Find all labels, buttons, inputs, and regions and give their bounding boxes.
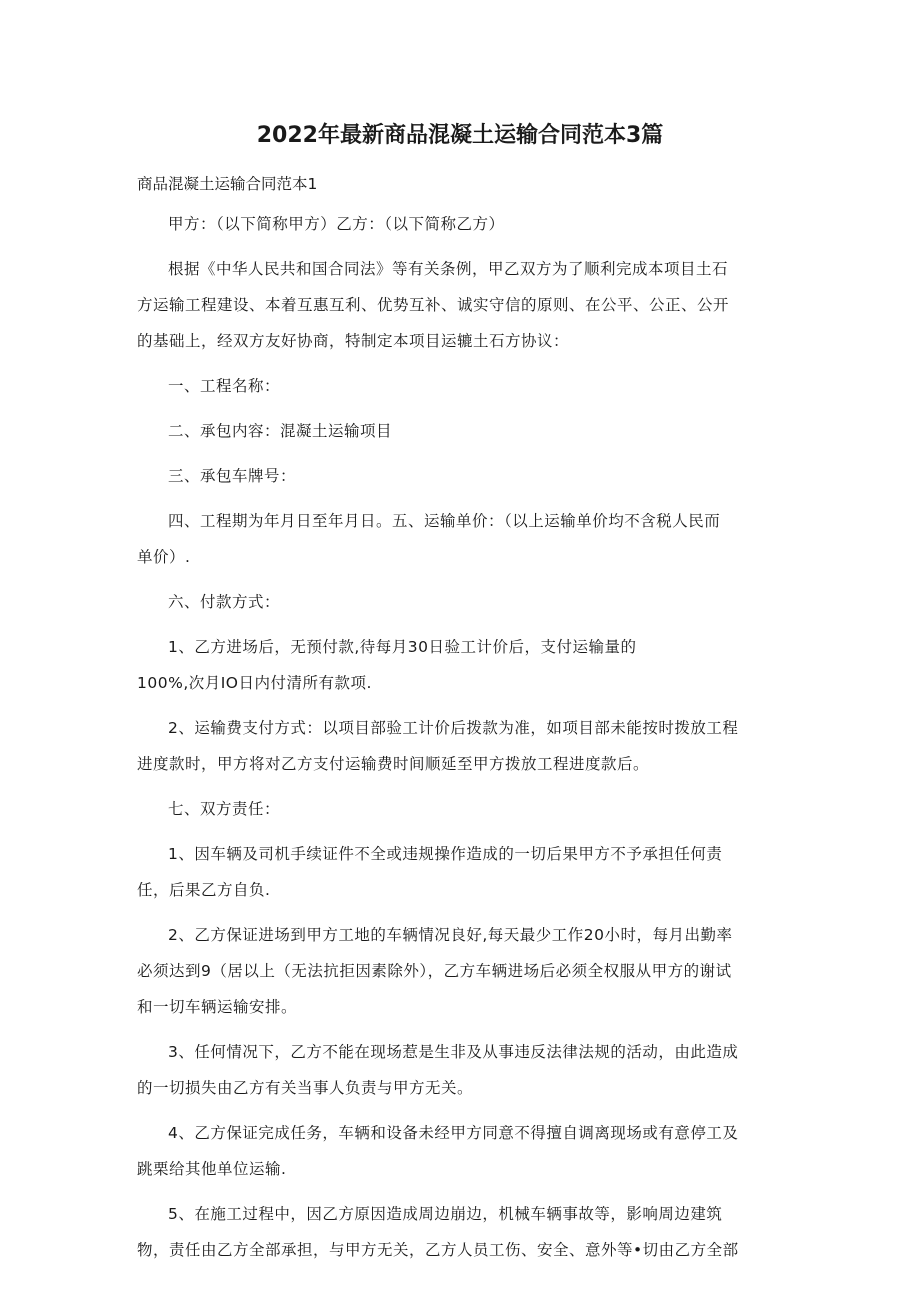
paragraph [137,458,787,494]
paragraph [137,206,787,242]
paragraph-line: 2、乙方保证进场到甲方工地的车辆情况良好,每天最少工作20小时，每月出勤率 [168,926,733,944]
paragraph-line: 4、乙方保证完成任务，车辆和设备未经甲方同意不得擅自调离现场或有意停工及 [168,1124,739,1142]
paragraph-line: 三、承包车牌号： [168,467,297,485]
paragraph-line: 方运输工程建设、本着互惠互利、优势互补、诚实守信的原则、在公平、公正、公开 [137,296,730,314]
paragraph [137,917,787,1025]
paragraph-line: 一、工程名称： [168,377,281,395]
paragraph-line: 跳栗给其他单位运输. [137,1160,287,1178]
paragraph [137,413,787,449]
document-body [137,206,787,1277]
paragraph-line: 单价）. [137,548,191,566]
paragraph-line: 七、双方责任： [168,800,281,818]
paragraph [137,710,787,782]
paragraph-line: 必须达到9（居以上（无法抗拒因素除外），乙方车辆进场后必须全权服从甲方的谢试 [137,962,732,980]
paragraph-line: 四、工程期为年月日至年月日。五、运输单价：（以上运输单价均不含税人民而 [168,512,721,530]
paragraph-line: 和一切车辆运输安排。 [137,998,298,1016]
paragraph-line: 根据《中华人民共和国合同法》等有关条例，甲乙双方为了顺利完成本项目土石 [168,260,729,278]
paragraph-line: 3、任何情况下，乙方不能在现场惹是生非及从事违反法律法规的活动，由此造成 [168,1043,739,1061]
paragraph-line: 100%,次月IO日内付清所有款项. [137,674,372,692]
paragraph [137,251,787,359]
paragraph [137,1034,787,1106]
document-title: 2022年最新商品混凝土运输合同范本3篇 [256,123,664,148]
document-subtitle: 商品混凝土运输合同范本1 [137,175,318,193]
paragraph-line: 1、因车辆及司机手续证件不全或违规操作造成的一切后果甲方不予承担任何责 [168,845,723,863]
paragraph [137,368,787,404]
paragraph-line: 甲方：（以下简称甲方）乙方：（以下简称乙方） [168,215,505,233]
paragraph-line: 进度款时，甲方将对乙方支付运输费时间顺延至甲方拨放工程进度款后。 [137,755,650,773]
paragraph-line: 物，责任由乙方全部承担，与甲方无关，乙方人员工伤、安全、意外等•切由乙方全部 [137,1241,739,1259]
paragraph [137,791,787,827]
paragraph-line: 任，后果乙方自负. [137,881,271,899]
paragraph-line: 1、乙方进场后，无预付款,待每月30日验工计价后，支付运输量的 [168,638,637,656]
paragraph-line: 的一切损失由乙方有关当事人负责与甲方无关。 [137,1079,474,1097]
paragraph-line: 5、在施工过程中，因乙方原因造成周边崩边，机械车辆事故等，影响周边建筑 [168,1205,723,1223]
paragraph [137,836,787,908]
paragraph [137,629,787,701]
paragraph [137,503,787,575]
paragraph-line: 2、运输费支付方式：以项目部验工计价后拨款为准，如项目部未能按时拨放工程 [168,719,739,737]
paragraph-line: 二、承包内容：混凝土运输项目 [168,422,393,440]
paragraph [137,584,787,620]
paragraph-line: 六、付款方式： [168,593,281,611]
paragraph-line: 的基础上，经双方友好协商，特制定本项目运辘土石方协议： [137,332,570,350]
paragraph [137,1196,787,1268]
paragraph [137,1115,787,1187]
